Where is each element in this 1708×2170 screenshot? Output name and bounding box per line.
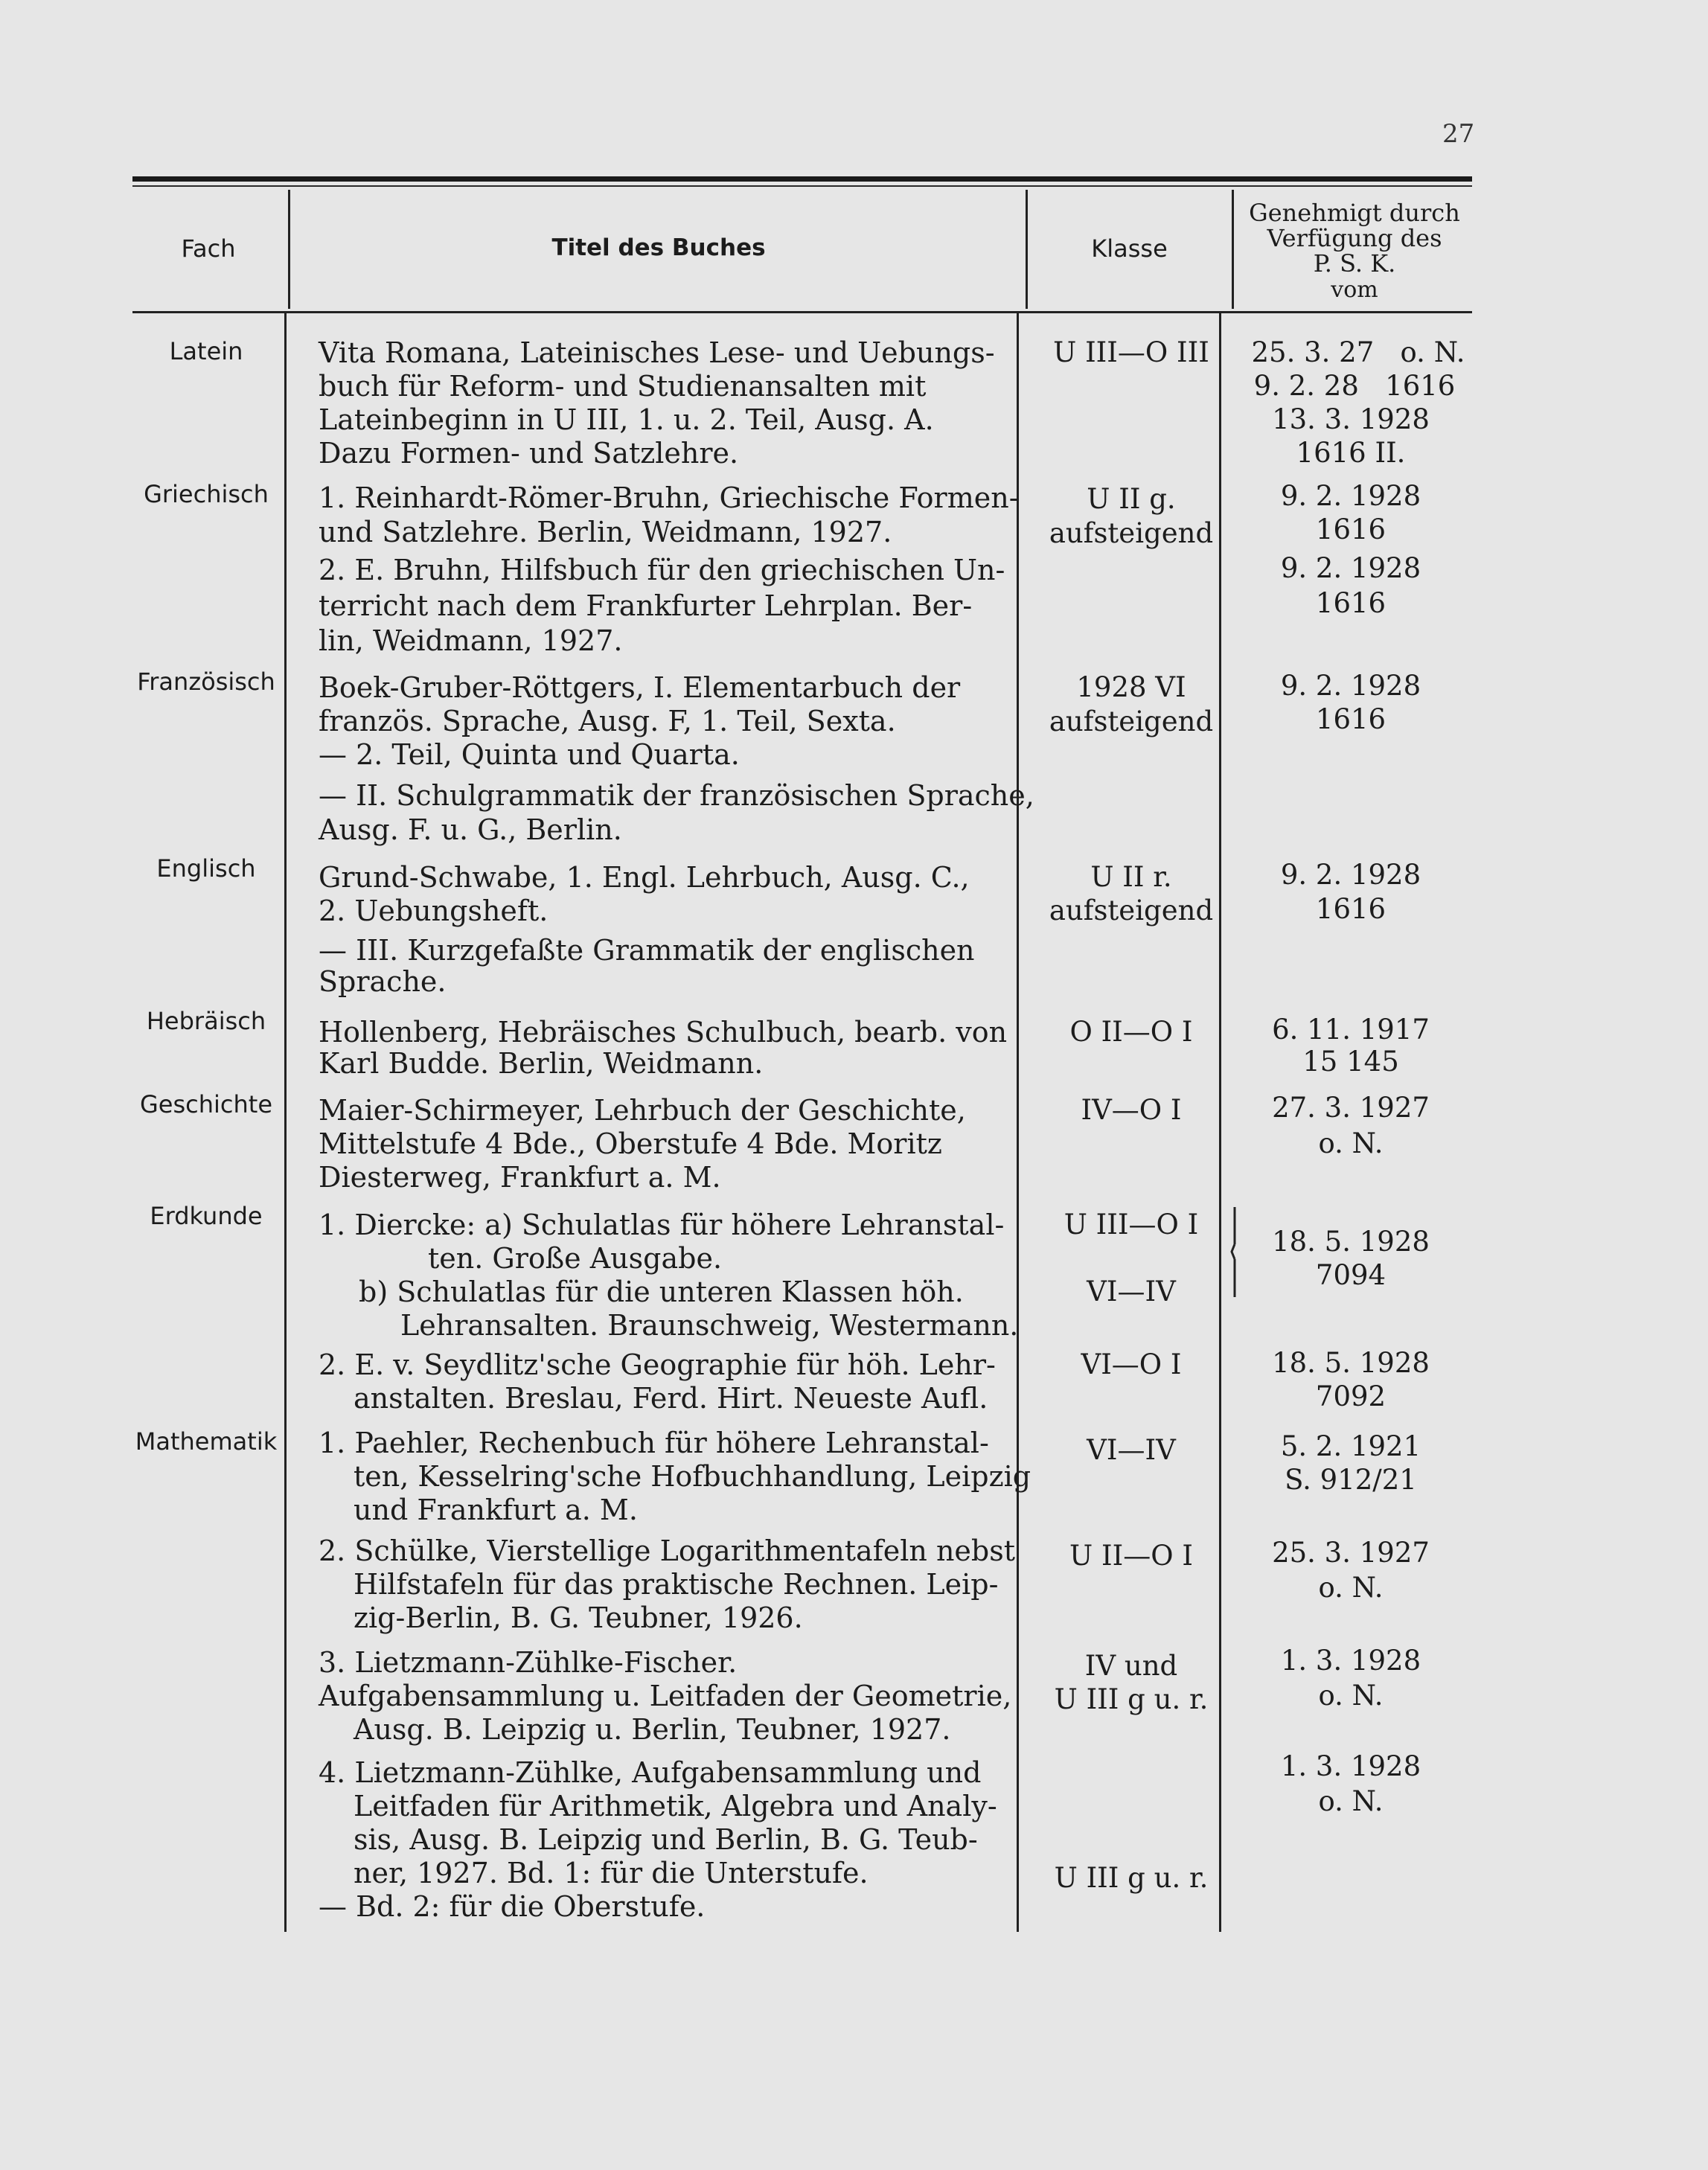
genehmigt-cell: o. N.: [1318, 1680, 1384, 1712]
title-line: Hollenberg, Hebräisches Schulbuch, bearb. von: [319, 1016, 1008, 1049]
title-line: Dazu Formen- und Satzlehre.: [319, 437, 739, 470]
klasse-cell: 1928 VI: [1076, 671, 1186, 703]
header-genehmigt-3: P. S. K.: [1313, 249, 1396, 278]
column-divider-3: [1232, 190, 1234, 309]
header-rule: [132, 311, 1472, 313]
genehmigt-cell: 27. 3. 1927: [1272, 1092, 1430, 1124]
fach-hebraeisch: Hebräisch: [146, 1007, 266, 1035]
title-line: und Frankfurt a. M.: [354, 1494, 638, 1526]
brace-mark: [1229, 1206, 1240, 1299]
genehmigt-cell: 9. 2. 1928: [1280, 670, 1421, 702]
klasse-cell: U III—O I: [1063, 1209, 1199, 1241]
top-rule: [132, 176, 1472, 182]
klasse-cell: aufsteigend: [1049, 705, 1214, 737]
klasse-cell: U III g u. r.: [1054, 1683, 1209, 1715]
title-line: ten, Kesselring'sche Hofbuchhandlung, Leipzig: [354, 1460, 1031, 1493]
title-line: Vita Romana, Lateinisches Lese- und Uebungs-: [319, 336, 995, 369]
genehmigt-cell: 1616: [1315, 893, 1386, 925]
title-line: 4. Lietzmann-Zühlke, Aufgabensammlung und: [319, 1756, 982, 1789]
fach-griechisch: Griechisch: [144, 480, 269, 508]
title-line: 1. Paehler, Rechenbuch für höhere Lehranstal-: [319, 1427, 989, 1459]
genehmigt-cell: o. N.: [1318, 1127, 1384, 1159]
title-line: Diesterweg, Frankfurt a. M.: [319, 1161, 721, 1194]
klasse-cell: IV—O I: [1081, 1094, 1182, 1126]
title-line: französ. Sprache, Ausg. F, 1. Teil, Sexta.: [319, 705, 896, 737]
title-line: terricht nach dem Frankfurter Lehrplan. Ber-: [319, 589, 973, 622]
genehmigt-cell: 7094: [1315, 1259, 1386, 1291]
klasse-cell: O II—O I: [1069, 1016, 1193, 1048]
title-line: Maier-Schirmeyer, Lehrbuch der Geschichte,: [319, 1094, 966, 1127]
title-line: — 2. Teil, Quinta und Quarta.: [319, 738, 740, 771]
genehmigt-cell: 18. 5. 1928: [1272, 1347, 1430, 1379]
title-line: 1. Diercke: a) Schulatlas für höhere Lehranstal-: [319, 1209, 1005, 1241]
header-genehmigt-1: Genehmigt durch: [1249, 199, 1460, 227]
title-line: 3. Lietzmann-Zühlke-Fischer.: [319, 1646, 738, 1679]
title-line: 2. Schülke, Vierstellige Logarithmentafeln nebst: [319, 1534, 1016, 1567]
genehmigt-cell: 1616: [1315, 513, 1386, 545]
klasse-cell: U II g.: [1087, 483, 1176, 515]
title-line: lin, Weidmann, 1927.: [319, 624, 623, 657]
header-genehmigt-4: vom: [1331, 277, 1378, 303]
page-number: 27: [1442, 119, 1475, 149]
title-line: Lateinbeginn in U III, 1. u. 2. Teil, Ausg. A.: [319, 403, 934, 436]
title-line: ner, 1927. Bd. 1: für die Unterstufe.: [354, 1857, 869, 1889]
title-line: Sprache.: [319, 965, 447, 998]
title-line: sis, Ausg. B. Leipzig und Berlin, B. G. Teub-: [354, 1823, 978, 1856]
fach-franzoesisch: Französisch: [137, 668, 275, 696]
title-line: Lehransalten. Braunschweig, Westermann.: [400, 1309, 1019, 1342]
title-line: — III. Kurzgefaßte Grammatik der englischen: [319, 934, 975, 967]
title-line: 2. E. Bruhn, Hilfsbuch für den griechischen Un-: [319, 554, 1005, 586]
title-line: Leitfaden für Arithmetik, Algebra und Analy-: [354, 1790, 997, 1822]
column-divider-2: [1026, 190, 1028, 309]
genehmigt-cell: 9. 2. 28 1616: [1253, 370, 1456, 402]
title-line: 1. Reinhardt-Römer-Bruhn, Griechische Formen-: [319, 481, 1019, 514]
title-line: Ausg. B. Leipzig u. Berlin, Teubner, 1927.: [354, 1713, 951, 1746]
klasse-cell: U III—O III: [1053, 336, 1209, 368]
klasse-cell: U II—O I: [1069, 1540, 1193, 1572]
genehmigt-cell: 1. 3. 1928: [1280, 1645, 1421, 1677]
klasse-cell: aufsteigend: [1049, 894, 1214, 926]
title-line: anstalten. Breslau, Ferd. Hirt. Neueste Aufl.: [354, 1382, 988, 1415]
title-line: b) Schulatlas für die unteren Klassen höh.: [359, 1276, 964, 1308]
genehmigt-cell: 9. 2. 1928: [1280, 859, 1421, 891]
genehmigt-cell: 9. 2. 1928: [1280, 480, 1421, 512]
title-line: Ausg. F. u. G., Berlin.: [319, 813, 622, 846]
fach-mathematik: Mathematik: [135, 1427, 278, 1456]
klasse-cell: IV und: [1084, 1650, 1178, 1682]
genehmigt-cell: 1. 3. 1928: [1280, 1750, 1421, 1782]
title-line: buch für Reform- und Studienansalten mit: [319, 370, 927, 403]
title-line: 2. Uebungsheft.: [319, 894, 548, 927]
genehmigt-cell: 1616 II.: [1296, 437, 1406, 469]
genehmigt-cell: 15 145: [1302, 1046, 1399, 1078]
title-line: — Bd. 2: für die Oberstufe.: [319, 1890, 706, 1923]
genehmigt-cell: o. N.: [1318, 1572, 1384, 1604]
title-line: ten. Große Ausgabe.: [428, 1242, 723, 1275]
genehmigt-cell: 13. 3. 1928: [1272, 403, 1430, 435]
title-line: Hilfstafeln für das praktische Rechnen. Leip-: [354, 1568, 999, 1601]
genehmigt-cell: o. N.: [1318, 1785, 1384, 1817]
title-line: Karl Budde. Berlin, Weidmann.: [319, 1047, 764, 1080]
header-titel: Titel des Buches: [551, 234, 766, 261]
genehmigt-cell: 1616: [1315, 587, 1386, 619]
fach-latein: Latein: [169, 337, 243, 365]
klasse-cell: U II r.: [1090, 861, 1172, 893]
column-divider-1-body: [284, 313, 287, 1932]
genehmigt-cell: 9. 2. 1928: [1280, 552, 1421, 584]
title-line: — II. Schulgrammatik der französischen Sprache,: [319, 779, 1034, 812]
title-line: zig-Berlin, B. G. Teubner, 1926.: [354, 1601, 803, 1634]
title-line: Mittelstufe 4 Bde., Oberstufe 4 Bde. Moritz: [319, 1127, 942, 1160]
header-genehmigt-2: Verfügung des: [1267, 224, 1442, 252]
fach-englisch: Englisch: [156, 854, 256, 883]
fach-geschichte: Geschichte: [139, 1090, 273, 1118]
genehmigt-cell: 7092: [1315, 1380, 1386, 1412]
title-line: 2. E. v. Seydlitz'sche Geographie für höh. Lehr-: [319, 1348, 996, 1381]
top-rule-thin: [132, 185, 1472, 187]
genehmigt-cell: 25. 3. 27 o. N.: [1251, 336, 1465, 368]
genehmigt-cell: 25. 3. 1927: [1272, 1537, 1430, 1569]
klasse-cell: VI—IV: [1087, 1276, 1176, 1308]
genehmigt-cell: 1616: [1315, 703, 1386, 735]
klasse-cell: VI—IV: [1087, 1434, 1176, 1466]
fach-erdkunde: Erdkunde: [150, 1202, 263, 1230]
header-fach: Fach: [181, 234, 236, 263]
header-klasse: Klasse: [1091, 234, 1168, 263]
column-divider-1: [288, 190, 290, 309]
klasse-cell: VI—O I: [1081, 1348, 1182, 1380]
genehmigt-cell: 18. 5. 1928: [1272, 1226, 1430, 1258]
klasse-cell: U III g u. r.: [1054, 1862, 1209, 1894]
genehmigt-cell: 5. 2. 1921: [1280, 1430, 1421, 1462]
genehmigt-cell: 6. 11. 1917: [1272, 1014, 1430, 1046]
column-divider-2-body: [1017, 313, 1019, 1932]
klasse-cell: aufsteigend: [1049, 517, 1214, 549]
title-line: Aufgabensammlung u. Leitfaden der Geometrie,: [319, 1680, 1012, 1712]
title-line: Grund-Schwabe, 1. Engl. Lehrbuch, Ausg. C.,: [319, 861, 970, 894]
title-line: Boek-Gruber-Röttgers, I. Elementarbuch der: [319, 671, 961, 704]
genehmigt-cell: S. 912/21: [1285, 1464, 1417, 1496]
title-line: und Satzlehre. Berlin, Weidmann, 1927.: [319, 516, 892, 548]
